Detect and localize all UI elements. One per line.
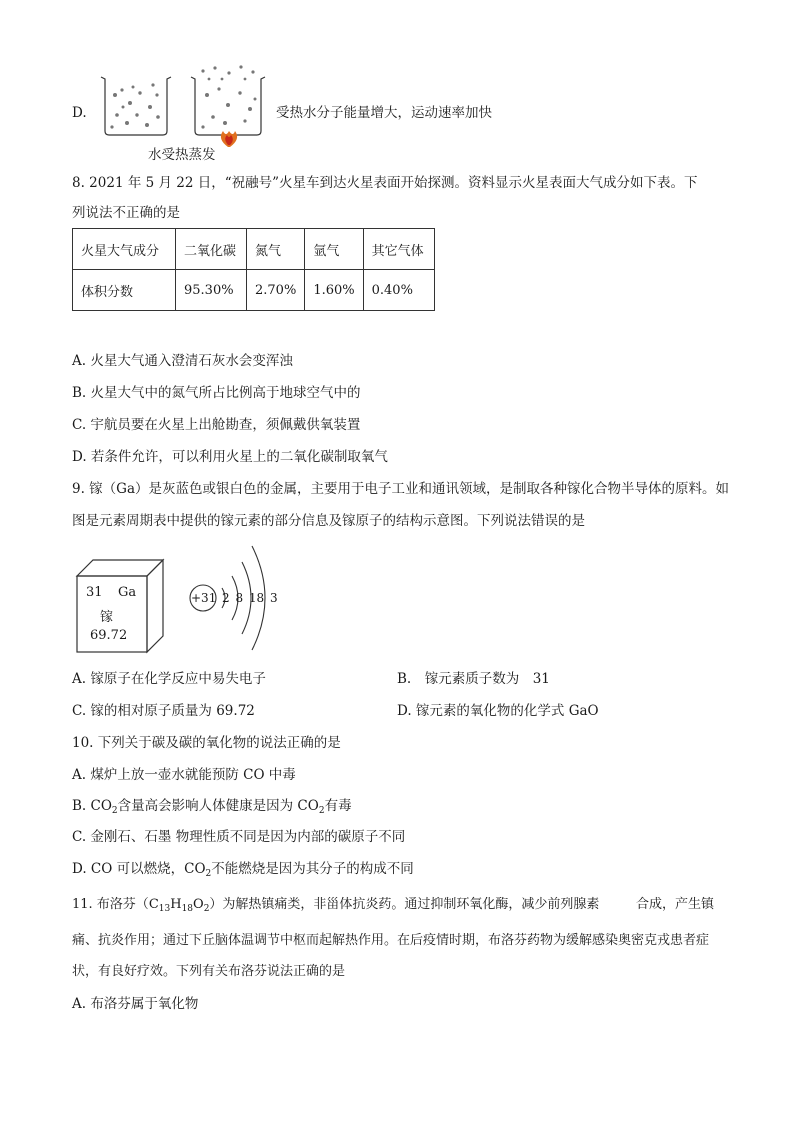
evaporation-figure: [95, 65, 280, 147]
q8-stem-line1: 8. 2021 年 5 月 22 日，“祝融号”火星车到达火星表面开始探测。资料显示火星表面大气成分如下表。下: [72, 175, 698, 191]
subscript: 2: [111, 806, 118, 816]
q11-text: 11. 布洛芬（: [72, 897, 149, 912]
q9-option-a: A. 镓原子在化学反应中易失电子: [72, 671, 266, 687]
q10-stem: 10. 下列关于碳及碳的氧化物的说法正确的是: [72, 735, 341, 751]
q10-option-b-text: 有毒: [324, 798, 352, 814]
q10-option-b-text: 含量高会影响人体健康是因为 CO: [117, 798, 319, 814]
q11-stem-line3: 状，有良好疗效。下列有关布洛芬说法正确的是: [72, 964, 346, 979]
table-cell: 其它气体: [363, 229, 434, 270]
q11-stem-line2: 痛、抗炎作用；通过下丘脑体温调节中枢而起解热作用。在后疫情时期，布洛芬药物为缓解感染奥密克戎患者症: [72, 933, 710, 948]
formula-part: H: [170, 897, 182, 912]
q11-text: ）为解热镇痛类，非甾体抗炎药。通过抑制环氧化酶，减少前列腺素: [209, 897, 600, 912]
q8-option-a: A. 火星大气通入澄清石灰水会变浑浊: [72, 353, 293, 369]
table-cell: 火星大气成分: [73, 229, 176, 270]
formula-part: C: [148, 897, 159, 912]
subscript: 2: [205, 869, 212, 879]
q10-option-d-text: 不能燃烧是因为其分子的构成不同: [211, 861, 414, 877]
q7-option-d-text: 受热水分子能量增大，运动速率加快: [276, 105, 492, 121]
table-cell: 0.40%: [363, 270, 434, 311]
q10-option-b-text: B. CO: [72, 798, 112, 814]
q10-option-d: [72, 860, 414, 883]
atom-nucleus-charge: +31: [191, 591, 217, 605]
q9-option-c: C. 镓的相对原子质量为 69.72: [72, 703, 255, 719]
atom-electron-shells: 2 8 18 3: [222, 591, 278, 605]
mars-atmosphere-table: [72, 228, 435, 311]
table-header-row: [73, 229, 435, 270]
q11-option-a: A. 布洛芬属于氧化物: [72, 996, 199, 1012]
q9-option-d: D. 镓元素的氧化物的化学式 GaO: [397, 703, 599, 719]
ibuprofen-formula: [149, 897, 210, 912]
q8-option-c: C. 宇航员要在火星上出舱勘查，须佩戴供氧装置: [72, 417, 361, 433]
q8-option-b: B. 火星大气中的氮气所占比例高于地球空气中的: [72, 385, 361, 401]
table-cell: 二氧化碳: [176, 229, 247, 270]
subscript: 13: [158, 904, 171, 914]
q11-stem-line1: [72, 896, 599, 918]
q10-option-b: [72, 797, 352, 820]
formula-part: O: [193, 897, 204, 912]
q10-option-a: A. 煤炉上放一壶水就能预防 CO 中毒: [72, 767, 296, 783]
q7-figure-caption: 水受热蒸发: [148, 147, 216, 163]
subscript: 2: [203, 904, 210, 914]
table-cell: 体积分数: [73, 270, 176, 311]
table-row: [73, 270, 435, 311]
subscript: 2: [318, 806, 325, 816]
q10-option-d-text: D. CO 可以燃烧，CO: [72, 861, 206, 877]
q9-stem-line2: 图是元素周期表中提供的镓元素的部分信息及镓原子的结构示意图。下列说法错误的是: [72, 513, 585, 529]
q11-stem-tail: 合成，产生镇: [636, 897, 715, 912]
q8-stem-line2: 列说法不正确的是: [72, 205, 180, 221]
element-atomic-mass: 69.72: [90, 628, 128, 643]
q9-stem-line1: 9. 镓（Ga）是灰蓝色或银白色的金属，主要用于电子工业和通讯领域，是制取各种镓化合物半导体的原料。如: [72, 481, 730, 497]
table-cell: 2.70%: [247, 270, 305, 311]
table-cell: 95.30%: [176, 270, 247, 311]
table-cell: 氩气: [305, 229, 363, 270]
q8-option-d: D. 若条件允许，可以利用火星上的二氧化碳制取氧气: [72, 449, 388, 465]
q9-option-b: B. 镓元素质子数为 31: [397, 671, 550, 687]
table-cell: 1.60%: [305, 270, 363, 311]
element-name: 镓: [100, 610, 114, 625]
element-symbol: Ga: [118, 585, 137, 600]
subscript: 18: [181, 904, 194, 914]
table-cell: 氮气: [247, 229, 305, 270]
q10-option-c: C. 金刚石、石墨 物理性质不同是因为内部的碳原子不同: [72, 829, 406, 845]
q7-option-d-label: D.: [72, 105, 87, 121]
element-atomic-number: 31: [86, 585, 103, 600]
